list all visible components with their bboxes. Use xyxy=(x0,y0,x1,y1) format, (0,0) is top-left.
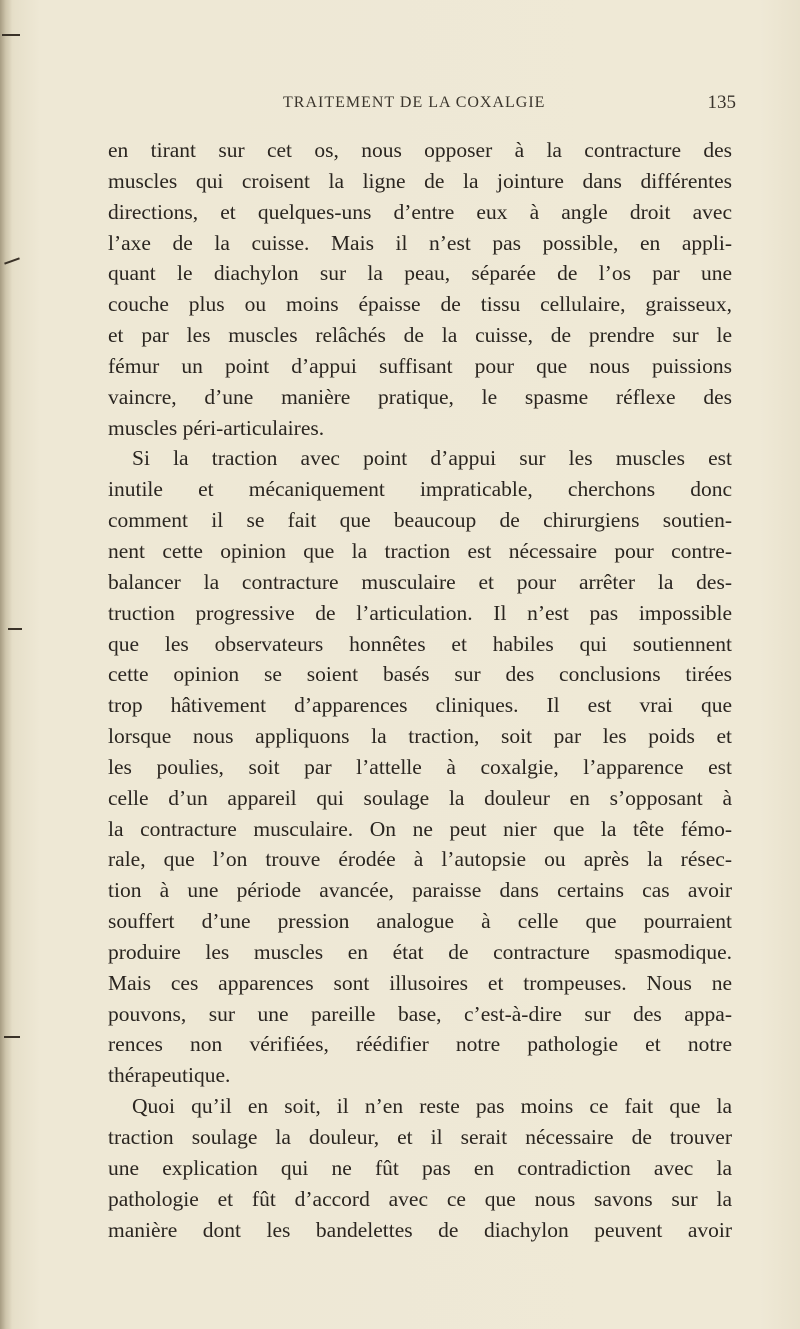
margin-mark xyxy=(4,1036,20,1038)
running-title: TRAITEMENT DE LA COXALGIE xyxy=(283,94,546,111)
text-line: tion à une période avancée, paraisse dans certains cas avoir xyxy=(108,878,732,903)
text-line: l’axe de la cuisse. Mais il n’est pas possible, en appli- xyxy=(108,230,732,255)
text-line: que les observateurs honnêtes et habiles qui soutiennent xyxy=(108,631,732,656)
text-line: Si la traction avec point d’appui sur les muscles est xyxy=(132,446,732,471)
text-line: traction soulage la douleur, et il serait nécessaire de trouver xyxy=(108,1125,732,1149)
text-line: nent cette opinion que la traction est nécessaire pour contre- xyxy=(108,538,732,563)
margin-mark xyxy=(2,34,20,36)
text-line: et par les muscles relâchés de la cuisse, de prendre sur le xyxy=(108,323,732,348)
text-line: muscles qui croisent la ligne de la jointure dans différentes xyxy=(108,168,732,193)
text-line: en tirant sur cet os, nous opposer à la contracture des xyxy=(108,138,732,162)
body-text xyxy=(108,135,732,1245)
text-line: la contracture musculaire. On ne peut nier que la tête fémo- xyxy=(108,816,732,841)
text-line: cette opinion se soient basés sur des conclusions tirées xyxy=(108,662,732,687)
text-line: quant le diachylon sur la peau, séparée de l’os par une xyxy=(108,261,732,286)
text-line: fémur un point d’appui suffisant pour que nous puissions xyxy=(108,353,732,378)
text-line: thérapeutique. xyxy=(108,1063,231,1088)
text-line: trop hâtivement d’apparences cliniques. Il est vrai que xyxy=(108,693,732,718)
margin-mark xyxy=(8,628,22,630)
text-line: rences non vérifiées, réédifier notre pathologie et notre xyxy=(108,1032,732,1057)
text-line: rale, que l’on trouve érodée à l’autopsie ou après la résec- xyxy=(108,847,732,872)
text-line: pathologie et fût d’accord avec ce que nous savons sur la xyxy=(108,1186,732,1211)
text-line: directions, et quelques-uns d’entre eux à angle droit avec xyxy=(108,199,732,224)
text-line: pouvons, sur une pareille base, c’est-à-dire sur des appa- xyxy=(108,1001,732,1026)
page-binding-edge xyxy=(0,0,12,1329)
text-line: celle d’un appareil qui soulage la douleur en s’opposant à xyxy=(108,785,732,810)
text-line: les poulies, soit par l’attelle à coxalgie, l’apparence est xyxy=(108,754,732,779)
page-number: 135 xyxy=(707,92,736,113)
text-line: manière dont les bandelettes de diachylon peuvent avoir xyxy=(108,1217,732,1242)
text-line: balancer la contracture musculaire et pour arrêter la des- xyxy=(108,569,732,594)
text-line: Quoi qu’il en soit, il n’en reste pas moins ce fait que la xyxy=(132,1094,732,1119)
page-header xyxy=(108,92,736,118)
text-line: truction progressive de l’articulation. Il n’est pas impossible xyxy=(108,600,732,625)
text-line: comment il se fait que beaucoup de chirurgiens soutien- xyxy=(108,508,732,533)
text-line: vaincre, d’une manière pratique, le spasme réflexe des xyxy=(108,384,732,409)
text-line: produire les muscles en état de contracture spasmodique. xyxy=(108,939,732,964)
text-line: une explication qui ne fût pas en contradiction avec la xyxy=(108,1155,732,1180)
text-line: Mais ces apparences sont illusoires et trompeuses. Nous ne xyxy=(108,970,732,995)
text-line: souffert d’une pression analogue à celle que pourraient xyxy=(108,909,732,934)
text-line: couche plus ou moins épaisse de tissu cellulaire, graisseux, xyxy=(108,292,732,317)
text-line: muscles péri-articulaires. xyxy=(108,415,325,440)
text-line: lorsque nous appliquons la traction, soit par les poids et xyxy=(108,724,732,749)
text-line: inutile et mécaniquement impraticable, cherchons donc xyxy=(108,477,732,502)
